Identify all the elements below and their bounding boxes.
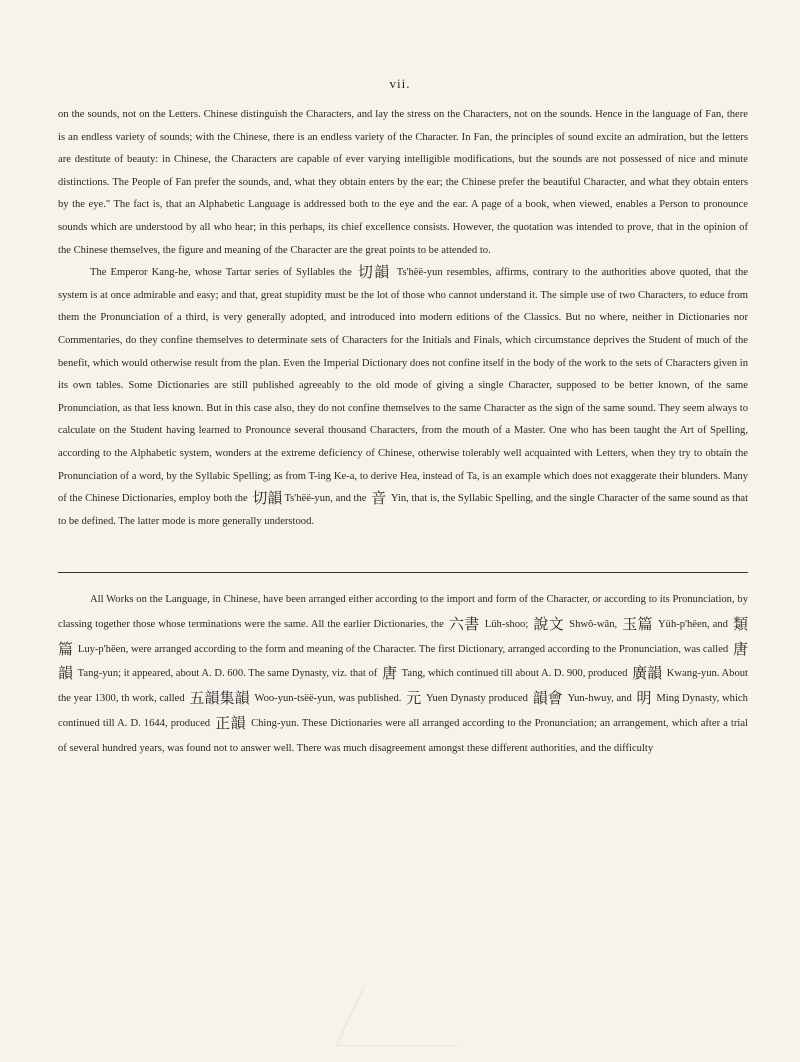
chinese-characters: 六書: [448, 614, 480, 633]
paragraph-kang-he: [58, 262, 748, 533]
text-run: Lüh-shoo;: [484, 618, 529, 630]
chinese-characters: 類篇: [58, 614, 749, 658]
text-run: The Emperor Kang-he, whose Tartar series of Syllables the: [90, 267, 352, 279]
chinese-characters: 正韻: [215, 713, 246, 732]
body-text-upper: [58, 104, 748, 533]
paragraph-text: on the sounds, not on the Letters. Chinese distinguish the Characters, and lay the stress on the Characters, not on the sounds. Hence in the language of Fan, there is an endless variety of sounds; with the Chinese, there is an endless variety of the Character. In Fan, the principles of sound excite an admiration, but the letters are destitute of beauty: in Chinese, the Characters are capable of ever varying intelligible modifications, but the sounds are not possessed of nice and minute distinctions. The People of Fan prefer the sounds, and, what they obtain enters by the ear; the Chinese prefer the beautiful Character, and what they obtain enters by the eye." The fact is, that an Alphabetic Language is addressed both to the eye and the ear. A page of a book, when viewed, enables a Person to pronounce sounds which are understood by all who hear; in this perhaps, its chief excellence consists. However, the quotation was intended to prove, that in the opinion of the Chinese themselves, the figure and meaning of the Character are the great points to be attended to.: [58, 109, 748, 256]
chinese-characters: 切韻: [357, 263, 391, 282]
chinese-characters: 唐韻: [58, 639, 748, 683]
text-run: Ts'hëë-yun, and the: [284, 493, 367, 505]
body-text-lower: [58, 588, 748, 762]
chinese-character: 音: [371, 489, 387, 508]
chinese-characters: 玉篇: [622, 614, 653, 633]
paragraph-dictionaries: [58, 588, 748, 762]
text-run: All Works on the Language, in Chinese, have been arranged either according to the import and form of the Character, or according to its Pronunciation, by classing together those whose terminations were the same. All the earlier Dictionaries, the: [58, 594, 748, 630]
chinese-characters: 說文: [533, 614, 565, 633]
section-divider: [58, 572, 748, 573]
chinese-character: 唐: [381, 664, 397, 683]
text-run: Woo-yun-tsëë-yun, was published.: [254, 693, 402, 705]
text-run: Ts'hëë-yun resembles, affirms, contrary to the authorities above quoted, that the system is at once admirable and easy; and that, great stupidity must be the lot of those who cannot understand it. The simple use of two Characters, to educe from them the Pronunciation of a third, is very generally adopted, and introduced into modern editions of the Classics. But no where, neither in Dictionaries nor Commentaries, do they confine themselves to determinate sets of Characters for the Initials and Finals, which circumstance deprives the Student of much of the benefit, which would otherwise result from the plan. Even the Imperial Dictionary does not confine itself in the body of the work to the sets of Characters given in its own tables. Some Dictionaries are still published agreeably to the old mode of giving a single Character, supposed to be better known, of the same Pronunciation, as that less known. But in this case also, they do not confine themselves to the same Character as the sign of the same sound. They seem always to calculate on the Student having learned to Pronounce several thousand Characters, from the mouth of a Master. One who has been taught the Art of Spelling, according to the Alphabetic system, wonders at the extreme deficiency of Chinese, otherwise tolerably well acquainted with Letters, when they try to obtain the Pronunciation of a word, by the Syllabic Spelling; as from T-ing Ke-a, to derive Hea, instead of Ta, is an example which does not exaggerate their blunders. Many of the Chinese Dictionaries, employ both the: [58, 267, 748, 505]
page-number: vii.: [389, 76, 411, 91]
chinese-character: 元: [406, 689, 422, 708]
chinese-character: 明: [636, 689, 652, 708]
text-run: Yin, that is, the Syllabic Spelling, and the single Character of the same sound as that to be defined. The latter mode is more generally understood.: [58, 493, 749, 527]
chinese-characters: 韻會: [532, 689, 563, 708]
text-run: Shwŏ-wăn,: [569, 618, 618, 630]
text-run: Tang-yun; it appeared, about A. D. 600. The same Dynasty, viz. that of: [77, 668, 378, 680]
text-run: Yüh-p'hëen, and: [658, 618, 728, 630]
text-run: Kwang-yun. About the year 1300, th work, called: [58, 668, 748, 705]
chinese-characters: 切韻: [252, 489, 283, 508]
text-run: Ching-yun. These Dictionaries were all arranged according to the Pronunciation; an arrangement, which after a trial of several hundred years, was found not to answer well. There was much disagreement amongst these different authorities, and the difficulty: [58, 717, 748, 754]
text-run: Yun-hwuy, and: [567, 693, 632, 705]
text-run: Ming Dynasty, which continued till A. D. 1644, produced: [58, 693, 748, 729]
chinese-characters: 五韻集韻: [189, 689, 250, 708]
paragraph-sounds-letters: [58, 104, 748, 262]
chinese-characters: 廣韻: [632, 664, 663, 683]
bleed-through-mark: [336, 985, 485, 1046]
text-run: Luy-p'hëen, were arranged according to the form and meaning of the Character. The first Dictionary, arranged according to the Pronunciation, was called: [77, 643, 729, 655]
text-run: Yuen Dynasty produced: [426, 693, 528, 705]
text-run: Tang, which continued till about A. D. 900, produced: [401, 668, 628, 680]
